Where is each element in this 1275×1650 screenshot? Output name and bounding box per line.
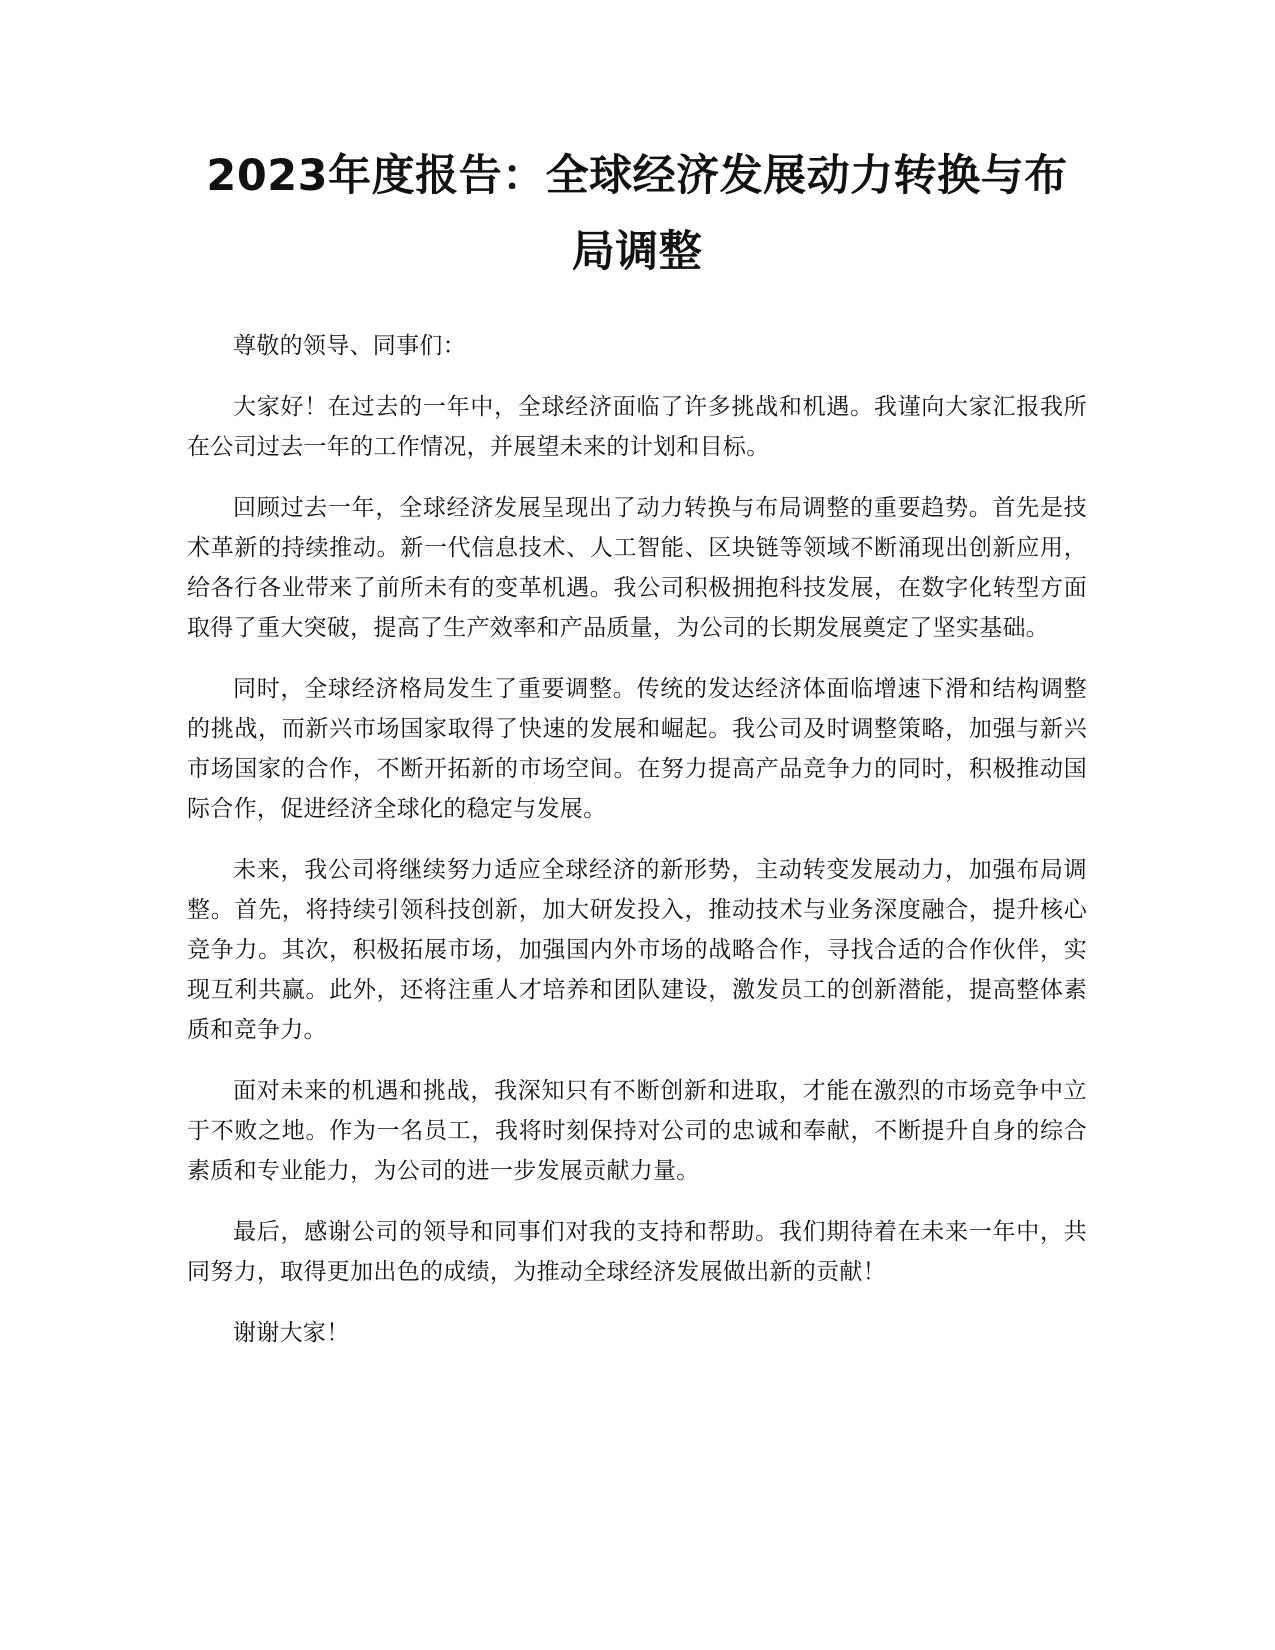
paragraph-global-pattern: 同时，全球经济格局发生了重要调整。传统的发达经济体面临增速下滑和结构调整的挑战，而新兴市场国家取得了快速的发展和崛起。我公司及时调整策略，加强与新兴市场国家的合作，不断开拓新的市场空间。在努力提高产品竞争力的同时，积极推动国际合作，促进经济全球化的稳定与发展。 [187,676,1087,822]
paragraph-thanks: 最后，感谢公司的领导和同事们对我的支持和帮助。我们期待着在未来一年中，共同努力，取得更加出色的成绩，为推动全球经济发展做出新的贡献！ [187,1219,1087,1285]
paragraph-greeting: 大家好！在过去的一年中，全球经济面临了许多挑战和机遇。我谨向大家汇报我所在公司过去一年的工作情况，并展望未来的计划和目标。 [187,394,1087,460]
closing: 谢谢大家！ [233,1320,350,1346]
paragraph-review: 回顾过去一年，全球经济发展呈现出了动力转换与布局调整的重要趋势。首先是技术革新的持续推动。新一代信息技术、人工智能、区块链等领域不断涌现出创新应用，给各行各业带来了前所未有的变革机遇。我公司积极拥抱科技发展，在数字化转型方面取得了重大突破，提高了生产效率和产品质量，为公司的长期发展奠定了坚实基础。 [187,495,1087,641]
document-page [187,138,1087,1374]
paragraph-future-plan: 未来，我公司将继续努力适应全球经济的新形势，主动转变发展动力，加强布局调整。首先，将持续引领科技创新，加大研发投入，推动技术与业务深度融合，提升核心竞争力。其次，积极拓展市场，加强国内外市场的战略合作，寻找合适的合作伙伴，实现互利共赢。此外，还将注重人才培养和团队建设，激发员工的创新潜能，提高整体素质和竞争力。 [187,857,1087,1043]
paragraph-commitment: 面对未来的机遇和挑战，我深知只有不断创新和进取，才能在激烈的市场竞争中立于不败之地。作为一名员工，我将时刻保持对公司的忠诚和奉献，不断提升自身的综合素质和专业能力，为公司的进一步发展贡献力量。 [187,1078,1087,1184]
document-title: 2023年度报告：全球经济发展动力转换与布局调整 [206,151,1068,277]
salutation: 尊敬的领导、同事们： [233,333,466,359]
